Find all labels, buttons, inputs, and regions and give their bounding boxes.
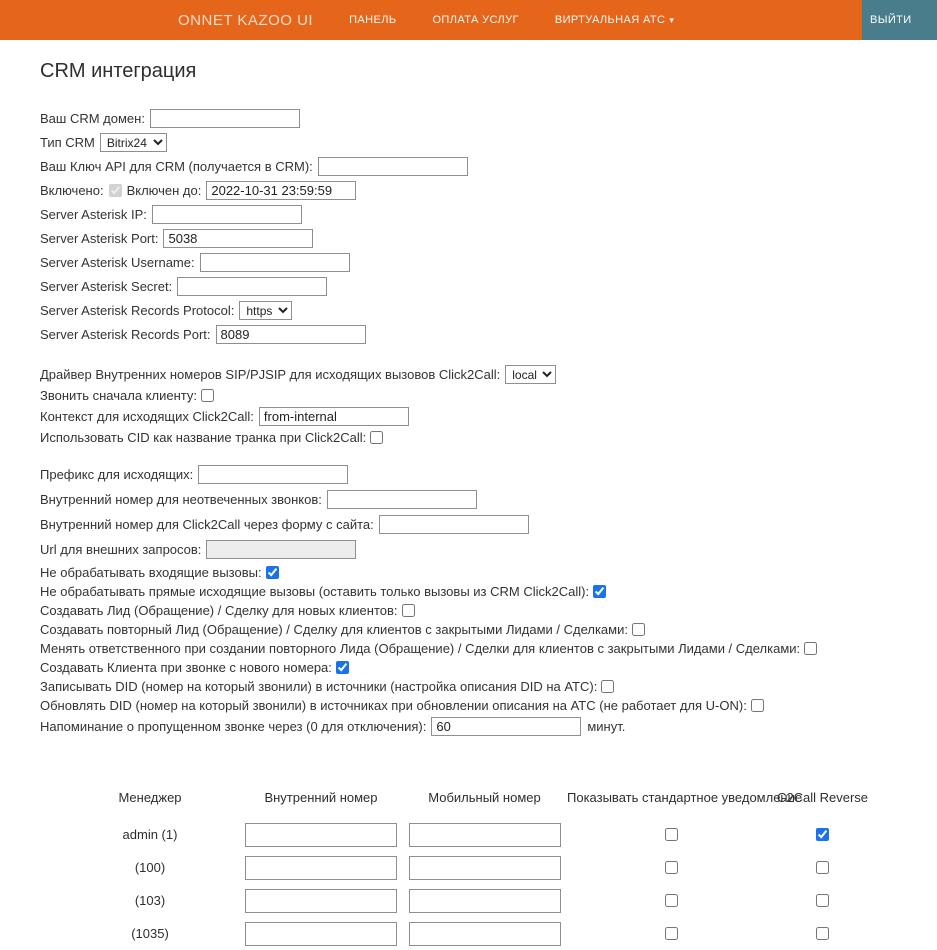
manager-name: admin (1) bbox=[122, 827, 178, 842]
field-skip-direct-outgoing bbox=[40, 584, 911, 599]
field-c2c-context bbox=[40, 407, 911, 426]
c2c-driver-label: Драйвер Внутренних номеров SIP/PJSIP для исходящих вызовов Click2Call: bbox=[40, 367, 501, 382]
nav-item-payments[interactable] bbox=[432, 14, 518, 26]
asterisk-ip-label: Server Asterisk IP: bbox=[40, 207, 147, 222]
api-key-input[interactable] bbox=[318, 157, 468, 176]
missed-reminder-label: Напоминание о пропущенном звонке через (0 для отключения): bbox=[40, 719, 427, 734]
manager-name: (103) bbox=[134, 893, 166, 908]
site-form-ext-input[interactable] bbox=[379, 515, 529, 534]
page-title: CRM интеграция bbox=[40, 60, 197, 82]
table-row-admin bbox=[60, 818, 911, 851]
enabled-checkbox[interactable] bbox=[109, 184, 122, 197]
create-repeat-lead-checkbox[interactable] bbox=[632, 623, 645, 636]
field-records-protocol bbox=[40, 301, 911, 320]
field-crm-type bbox=[40, 133, 911, 152]
records-port-input[interactable] bbox=[216, 325, 366, 344]
field-create-lead-new bbox=[40, 603, 911, 618]
write-did-checkbox[interactable] bbox=[601, 680, 614, 693]
c2call-reverse-checkbox[interactable] bbox=[816, 927, 829, 940]
asterisk-secret-input[interactable] bbox=[177, 277, 327, 296]
header-manager: Менеджер bbox=[118, 789, 182, 805]
nav-item-label: ПАНЕЛЬ bbox=[349, 14, 397, 26]
nav-item-label: ВИРТУАЛЬНАЯ АТС bbox=[554, 14, 666, 26]
skip-incoming-checkbox[interactable] bbox=[266, 566, 279, 579]
header-c2call-reverse: C2Call Reverse bbox=[776, 789, 869, 805]
brand-link[interactable]: ONNET KAZOO UI bbox=[178, 11, 314, 29]
internal-number-input[interactable] bbox=[245, 922, 397, 946]
show-notification-checkbox[interactable] bbox=[665, 894, 678, 907]
mobile-number-input[interactable] bbox=[409, 922, 561, 946]
header-show-notification: Показывать стандартное уведомление bbox=[567, 789, 803, 805]
missed-reminder-suffix: минут. bbox=[587, 719, 626, 734]
asterisk-port-label: Server Asterisk Port: bbox=[40, 231, 159, 246]
field-external-url bbox=[40, 540, 911, 559]
field-asterisk-ip bbox=[40, 205, 911, 224]
enabled-until-input[interactable] bbox=[206, 181, 356, 200]
asterisk-port-input[interactable] bbox=[163, 229, 313, 248]
field-asterisk-secret bbox=[40, 277, 911, 296]
missed-ext-input[interactable] bbox=[327, 490, 477, 509]
c2c-driver-select[interactable] bbox=[505, 365, 556, 384]
records-protocol-label: Server Asterisk Records Protocol: bbox=[40, 303, 235, 318]
show-notification-checkbox[interactable] bbox=[665, 861, 678, 874]
field-update-did bbox=[40, 698, 911, 713]
show-notification-checkbox[interactable] bbox=[665, 828, 678, 841]
crm-type-select[interactable] bbox=[100, 133, 167, 152]
field-records-port bbox=[40, 325, 911, 344]
field-missed-ext bbox=[40, 490, 911, 509]
managers-table-header bbox=[60, 786, 911, 808]
mobile-number-input[interactable] bbox=[409, 856, 561, 880]
asterisk-ip-input[interactable] bbox=[152, 205, 302, 224]
crm-settings-form bbox=[40, 109, 911, 736]
missed-reminder-input[interactable] bbox=[431, 717, 581, 736]
field-asterisk-username bbox=[40, 253, 911, 272]
use-cid-trunk-label: Использовать CID как название транка при Click2Call: bbox=[40, 430, 367, 445]
create-client-new-number-label: Создавать Клиента при звонке с нового номера: bbox=[40, 660, 332, 675]
nav-item-panel[interactable] bbox=[349, 14, 396, 26]
top-navbar bbox=[0, 0, 911, 40]
header-mobile-number: Мобильный номер bbox=[428, 789, 541, 805]
logout-button[interactable]: ВЫЙТИ bbox=[862, 0, 937, 40]
internal-number-input[interactable] bbox=[245, 856, 397, 880]
skip-direct-outgoing-label: Не обрабатывать прямые исходящие вызовы (оставить только вызовы из CRM Click2Call): bbox=[40, 584, 590, 599]
records-protocol-select[interactable] bbox=[239, 301, 292, 320]
caret-down-icon: ▾ bbox=[669, 14, 675, 25]
field-call-client-first bbox=[40, 388, 911, 403]
out-prefix-label: Префикс для исходящих: bbox=[40, 467, 194, 482]
internal-number-input[interactable] bbox=[245, 823, 397, 847]
enabled-until-label: Включен до: bbox=[126, 183, 202, 198]
external-url-input[interactable] bbox=[206, 540, 356, 559]
asterisk-username-label: Server Asterisk Username: bbox=[40, 255, 195, 270]
crm-domain-input[interactable] bbox=[150, 109, 300, 128]
asterisk-username-input[interactable] bbox=[200, 253, 350, 272]
table-row-100 bbox=[60, 851, 911, 884]
create-client-new-number-checkbox[interactable] bbox=[336, 661, 349, 674]
c2call-reverse-checkbox[interactable] bbox=[816, 861, 829, 874]
site-form-ext-label: Внутренний номер для Click2Call через форму с сайта: bbox=[40, 517, 374, 532]
write-did-label: Записывать DID (номер на который звонили) в источники (настройка описания DID на АТС): bbox=[40, 679, 598, 694]
field-change-responsible bbox=[40, 641, 911, 656]
mobile-number-input[interactable] bbox=[409, 889, 561, 913]
manager-name: (100) bbox=[134, 860, 166, 875]
change-responsible-checkbox[interactable] bbox=[804, 642, 817, 655]
nav-item-label: ОПЛАТА УСЛУГ bbox=[432, 14, 519, 26]
create-lead-new-checkbox[interactable] bbox=[402, 604, 415, 617]
crm-domain-label: Ваш CRM домен: bbox=[40, 111, 145, 126]
use-cid-trunk-checkbox[interactable] bbox=[370, 431, 383, 444]
change-responsible-label: Менять ответственного при создании повторного Лида (Обращение) / Сделки для клиентов с закрытыми Лидами / Сделками: bbox=[40, 641, 801, 656]
field-missed-reminder bbox=[40, 717, 911, 736]
mobile-number-input[interactable] bbox=[409, 823, 561, 847]
update-did-checkbox[interactable] bbox=[751, 699, 764, 712]
field-crm-domain bbox=[40, 109, 911, 128]
crm-settings-page bbox=[40, 60, 911, 736]
c2c-context-input[interactable] bbox=[259, 407, 409, 426]
create-repeat-lead-label: Создавать повторный Лид (Обращение) / Сделку для клиентов с закрытыми Лидами / Сделками: bbox=[40, 622, 628, 637]
show-notification-checkbox[interactable] bbox=[665, 927, 678, 940]
field-asterisk-port bbox=[40, 229, 911, 248]
call-client-first-checkbox[interactable] bbox=[201, 389, 214, 402]
field-create-repeat-lead bbox=[40, 622, 911, 637]
field-use-cid-trunk bbox=[40, 430, 911, 445]
skip-incoming-label: Не обрабатывать входящие вызовы: bbox=[40, 565, 262, 580]
field-api-key bbox=[40, 157, 911, 176]
records-port-label: Server Asterisk Records Port: bbox=[40, 327, 211, 342]
table-row-103 bbox=[60, 884, 911, 917]
field-write-did bbox=[40, 679, 911, 694]
c2c-context-label: Контекст для исходящих Click2Call: bbox=[40, 409, 254, 424]
internal-number-input[interactable] bbox=[245, 889, 397, 913]
api-key-label: Ваш Ключ API для CRM (получается в CRM): bbox=[40, 159, 313, 174]
missed-ext-label: Внутренний номер для неотвеченных звонков: bbox=[40, 492, 322, 507]
c2call-reverse-checkbox[interactable] bbox=[816, 828, 829, 841]
field-c2c-driver bbox=[40, 365, 911, 384]
field-enabled bbox=[40, 181, 911, 200]
external-url-label: Url для внешних запросов: bbox=[40, 542, 202, 557]
skip-direct-outgoing-checkbox[interactable] bbox=[593, 585, 606, 598]
crm-type-label: Тип CRM bbox=[40, 135, 95, 150]
asterisk-secret-label: Server Asterisk Secret: bbox=[40, 279, 173, 294]
field-site-form-ext bbox=[40, 515, 911, 534]
c2call-reverse-checkbox[interactable] bbox=[816, 894, 829, 907]
field-skip-incoming bbox=[40, 565, 911, 580]
update-did-label: Обновлять DID (номер на который звонили) в источниках при обновлении описания на АТС (не работает для U-ON): bbox=[40, 698, 747, 713]
create-lead-new-label: Создавать Лид (Обращение) / Сделку для новых клиентов: bbox=[40, 603, 398, 618]
nav-links bbox=[349, 14, 674, 26]
call-client-first-label: Звонить сначала клиенту: bbox=[40, 388, 197, 403]
header-internal-number: Внутренний номер bbox=[264, 789, 378, 805]
table-row-1035 bbox=[60, 917, 911, 950]
enabled-label: Включено: bbox=[40, 183, 104, 198]
managers-table bbox=[60, 786, 911, 950]
nav-item-virtual-pbx[interactable] bbox=[555, 14, 674, 26]
field-create-client-new-number bbox=[40, 660, 911, 675]
manager-name: (1035) bbox=[131, 926, 169, 941]
field-out-prefix bbox=[40, 465, 911, 484]
out-prefix-input[interactable] bbox=[198, 465, 348, 484]
